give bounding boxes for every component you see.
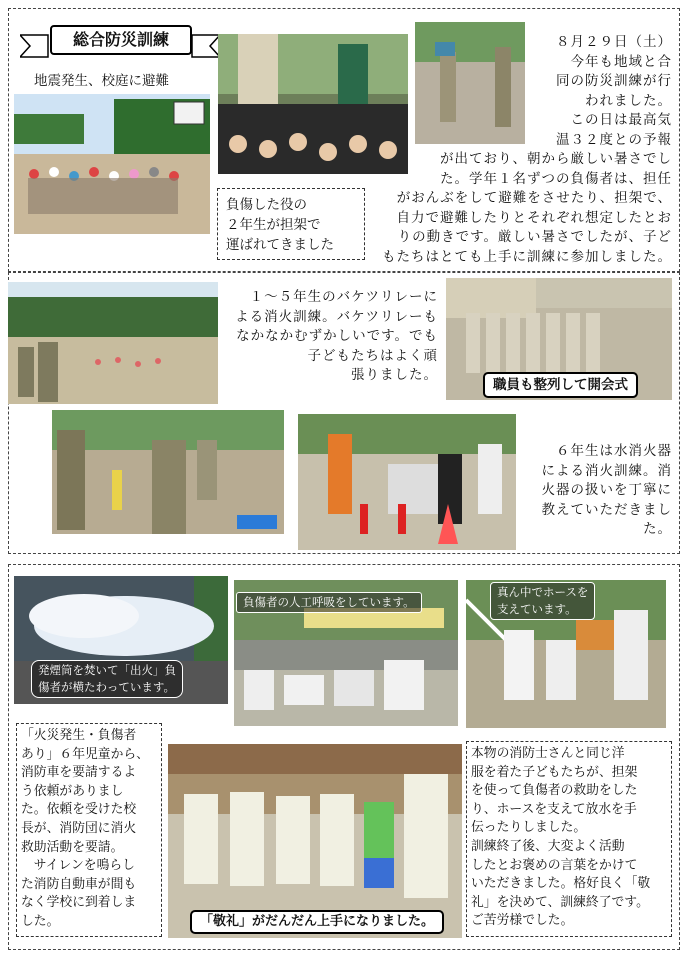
smoke-flare-caption: 発煙筒を焚いて「出火」負 傷者が横たわっています。 — [31, 660, 183, 698]
closing-text-box: 本物の消防士さんと同じ洋 服を着た子どもたちが、担架 を使って負傷者の救助をした り、ホースを支えて放水を手 伝ったりしました。 訓練終了後、大変よく活動 したとお褒めの言葉をかけて いただきました。格好良く「敬 礼」を決めて、訓練終了です。 ご苦労様でした。 — [466, 741, 672, 937]
hose-caption: 真ん中でホースを 支えています。 — [490, 582, 595, 620]
injured-caption-box: 負傷した役の ２年生が担架で 運ばれてきました — [217, 188, 365, 260]
bucket-relay-text: １～５年生のバケツリレーに よる消火訓練。バケツリレーも なかなかむずかしいです。でも 子どもたちはよく頑 張りました。 — [235, 289, 438, 383]
photo-water-extinguisher — [298, 414, 516, 550]
staff-caption: 職員も整列して開会式 — [483, 372, 638, 398]
cpr-caption: 負傷者の人工呼吸をしています。 — [236, 592, 422, 613]
salute-caption: 「敬礼」がだんだん上手になりました。 — [190, 910, 444, 934]
extinguisher-text: ６年生は水消火器 による消火訓練。消 火器の扱いを丁寧に 教えていただきまし た。 — [541, 443, 672, 537]
evacuation-caption: 地震発生、校庭に避難 — [34, 73, 169, 89]
fire-report-box: 「火災発生・負傷者 あり」６年児童から、 消防車を要請するよ う依頼がありまし た。依頼を受けた校 長が、消防団に消火 救助活動を要請。 サイレンを鳴らし た消防自動車が間も なく学校に到着しま した。 — [16, 723, 162, 937]
page-title: 総合防災訓練 — [50, 25, 192, 55]
photo-salute — [168, 744, 462, 938]
section1-body-text: ８月２９日（土） 今年も地域と合 同の防災訓練が行 われました。 この日は最高気 温３２度との予報 が出ており、朝から厳しい暑さでし た。学年１名ずつの負傷者は、担任 がおんぶをして避難をさせたり、担架で、 自力で避難したりとそれぞれ想定したとお りの動きです。厳しい暑さでしたが、子ど もたちはとても上手に訓練に参加しました。 — [382, 34, 672, 265]
photo-evacuation — [14, 94, 210, 234]
photo-bucket-relay — [52, 410, 284, 534]
photo-field-overview — [8, 282, 218, 404]
